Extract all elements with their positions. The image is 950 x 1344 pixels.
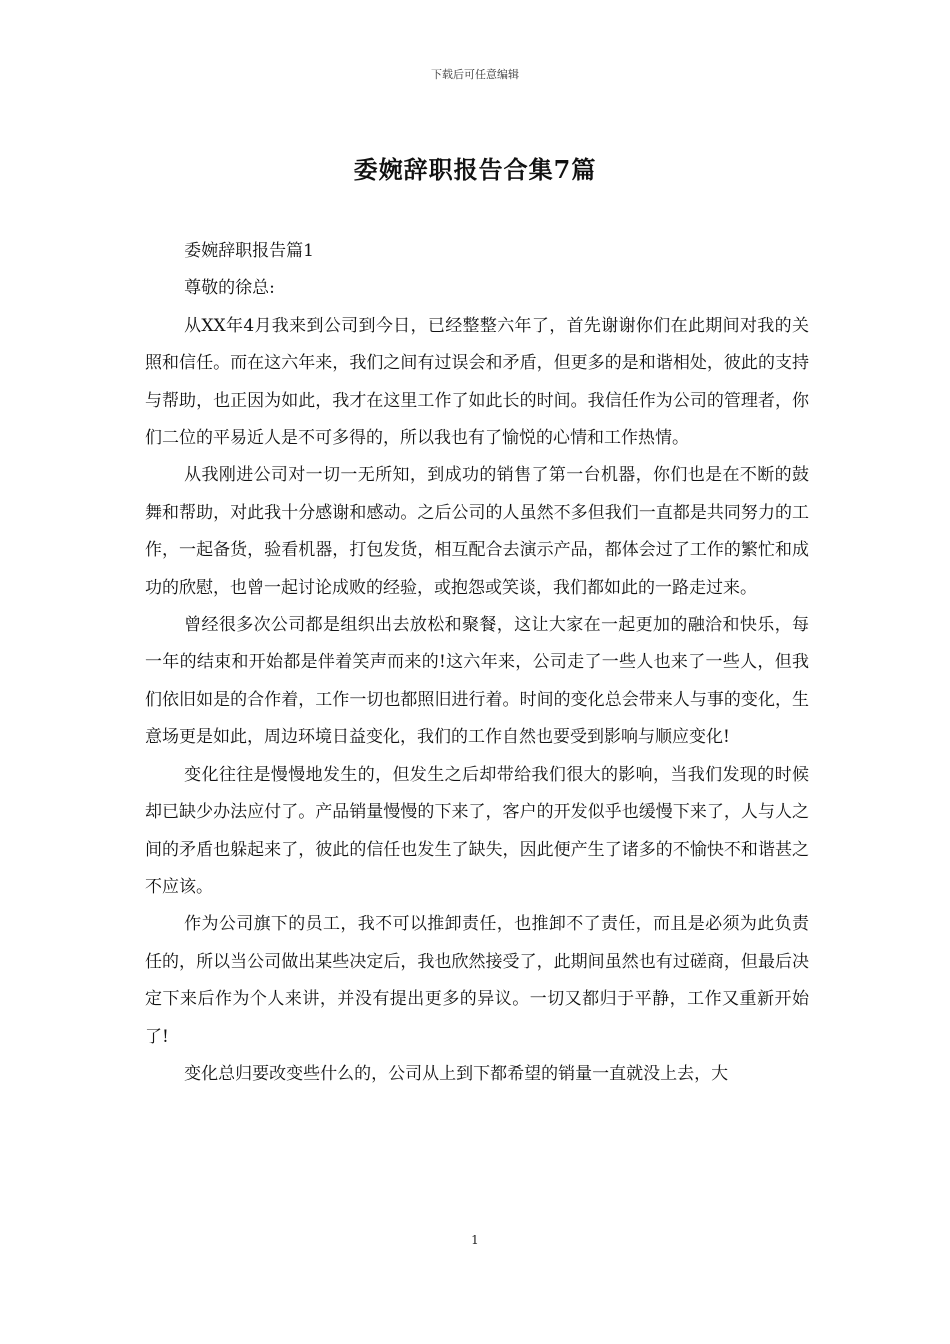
paragraph: 变化总归要改变些什么的，公司从上到下都希望的销量一直就没上去，大 (184, 1063, 729, 1084)
paragraph: 变化往往是慢慢地发生的，但发生之后却带给我们很大的影响，当我们发现的时候却已缺少办法应付了。产品销量慢慢的下来了，客户的开发似乎也缓慢下来了，人与人之间的矛盾也躲起来了，彼此的信任也发生了缺失，因此便产生了诸多的不愉快不和谐甚之不应该。 (145, 764, 809, 897)
page-number: 1 (471, 1233, 479, 1247)
paragraph: 作为公司旗下的员工，我不可以推卸责任，也推卸不了责任，而且是必须为此负责任的，所以当公司做出某些决定后，我也欣然接受了，此期间虽然也有过磋商，但最后决定下来后作为个人来讲，并没有提出更多的异议。一切又都归于平静，工作又重新开始了! (145, 914, 809, 1047)
paragraph: 曾经很多次公司都是组织出去放松和聚餐，这让大家在一起更加的融洽和快乐，每一年的结束和开始都是伴着笑声而来的!这六年来，公司走了一些人也来了一些人，但我们依旧如是的合作着，工作一切也都照旧进行着。时间的变化总会带来人与事的变化，生意场更是如此，周边环境日益变化，我们的工作自然也要受到影响与顺应变化! (145, 615, 809, 748)
section-heading: 委婉辞职报告篇1 (184, 241, 314, 261)
document-title: 委婉辞职报告合集7篇 (353, 155, 597, 184)
paragraph: 从我刚进公司对一切一无所知，到成功的销售了第一台机器，你们也是在不断的鼓舞和帮助，对此我十分感谢和感动。之后公司的人虽然不多但我们一直都是共同努力的工作，一起备货，验看机器，打包发货，相互配合去演示产品，都体会过了工作的繁忙和成功的欣慰，也曾一起讨论成败的经验，或抱怨或笑谈，我们都如此的一路走过来。 (145, 465, 809, 598)
paragraph: 从XX年4月我来到公司到今日，已经整整六年了，首先谢谢你们在此期间对我的关照和信任。而在这六年来，我们之间有过误会和矛盾，但更多的是和谐相处，彼此的支持与帮助，也正因为如此，我才在这里工作了如此长的时间。我信任作为公司的管理者，你们二位的平易近人是不可多得的，所以我也有了愉悦的心情和工作热情。 (145, 315, 809, 449)
document-body (145, 233, 809, 1093)
header-note: 下载后可任意编辑 (431, 68, 519, 81)
salutation: 尊敬的徐总: (184, 278, 275, 299)
